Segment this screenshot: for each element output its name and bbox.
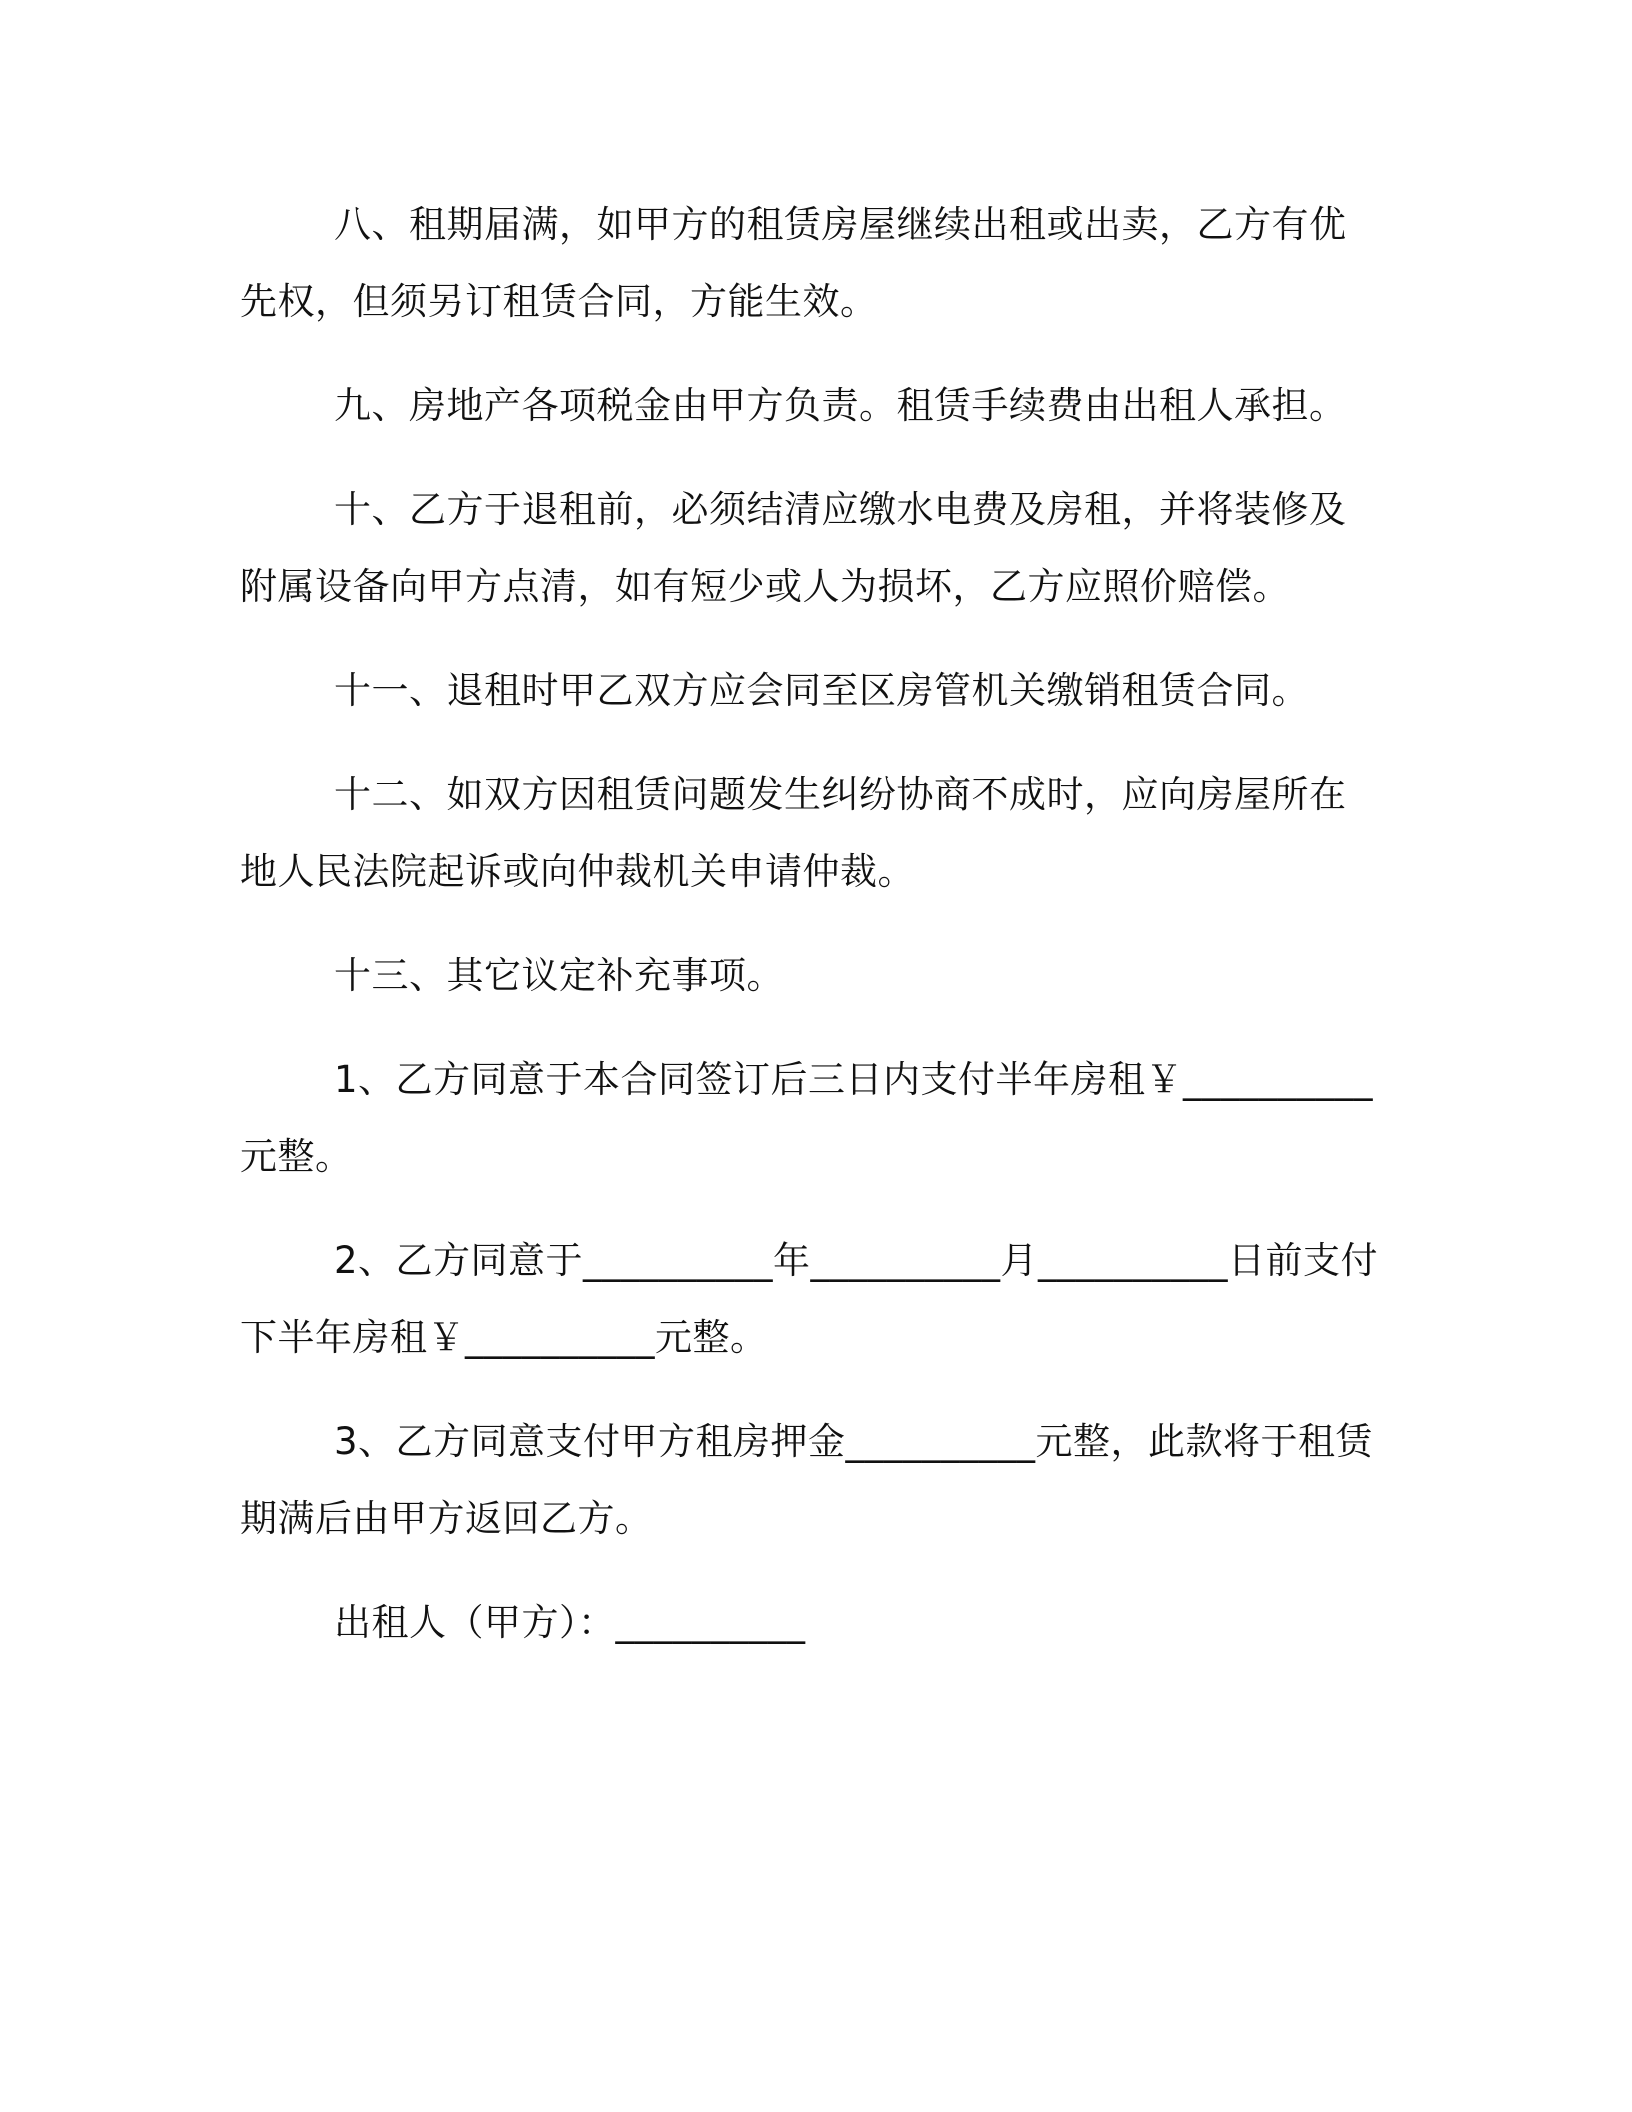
- supplement-item-2: 2、乙方同意于__________年__________月__________日前支付下半年房租￥__________元整。: [240, 1239, 1379, 1359]
- clause-11: 十一、退租时甲乙双方应会同至区房管机关缴销租赁合同。: [334, 669, 1309, 712]
- lessor-signature-line: 出租人（甲方）：__________: [334, 1601, 806, 1644]
- clause-9: 九、房地产各项税金由甲方负责。租赁手续费由出租人承担。: [334, 384, 1347, 427]
- contract-body: [240, 186, 1380, 1688]
- supplement-item-3: 3、乙方同意支付甲方租房押金__________元整，此款将于租赁期满后由甲方返回乙方。: [240, 1420, 1374, 1540]
- clause-10: 十、乙方于退租前，必须结清应缴水电费及房租，并将装修及附属设备向甲方点清，如有短少或人为损坏，乙方应照价赔偿。: [240, 488, 1347, 608]
- supplement-item-1: 1、乙方同意于本合同签订后三日内支付半年房租￥__________元整。: [240, 1058, 1374, 1178]
- clause-8: 八、租期届满，如甲方的租赁房屋继续出租或出卖，乙方有优先权，但须另订租赁合同，方能生效。: [240, 203, 1347, 323]
- clause-12: 十二、如双方因租赁问题发生纠纷协商不成时，应向房屋所在地人民法院起诉或向仲裁机关申请仲裁。: [240, 773, 1347, 893]
- clause-13-heading: 十三、其它议定补充事项。: [334, 954, 784, 997]
